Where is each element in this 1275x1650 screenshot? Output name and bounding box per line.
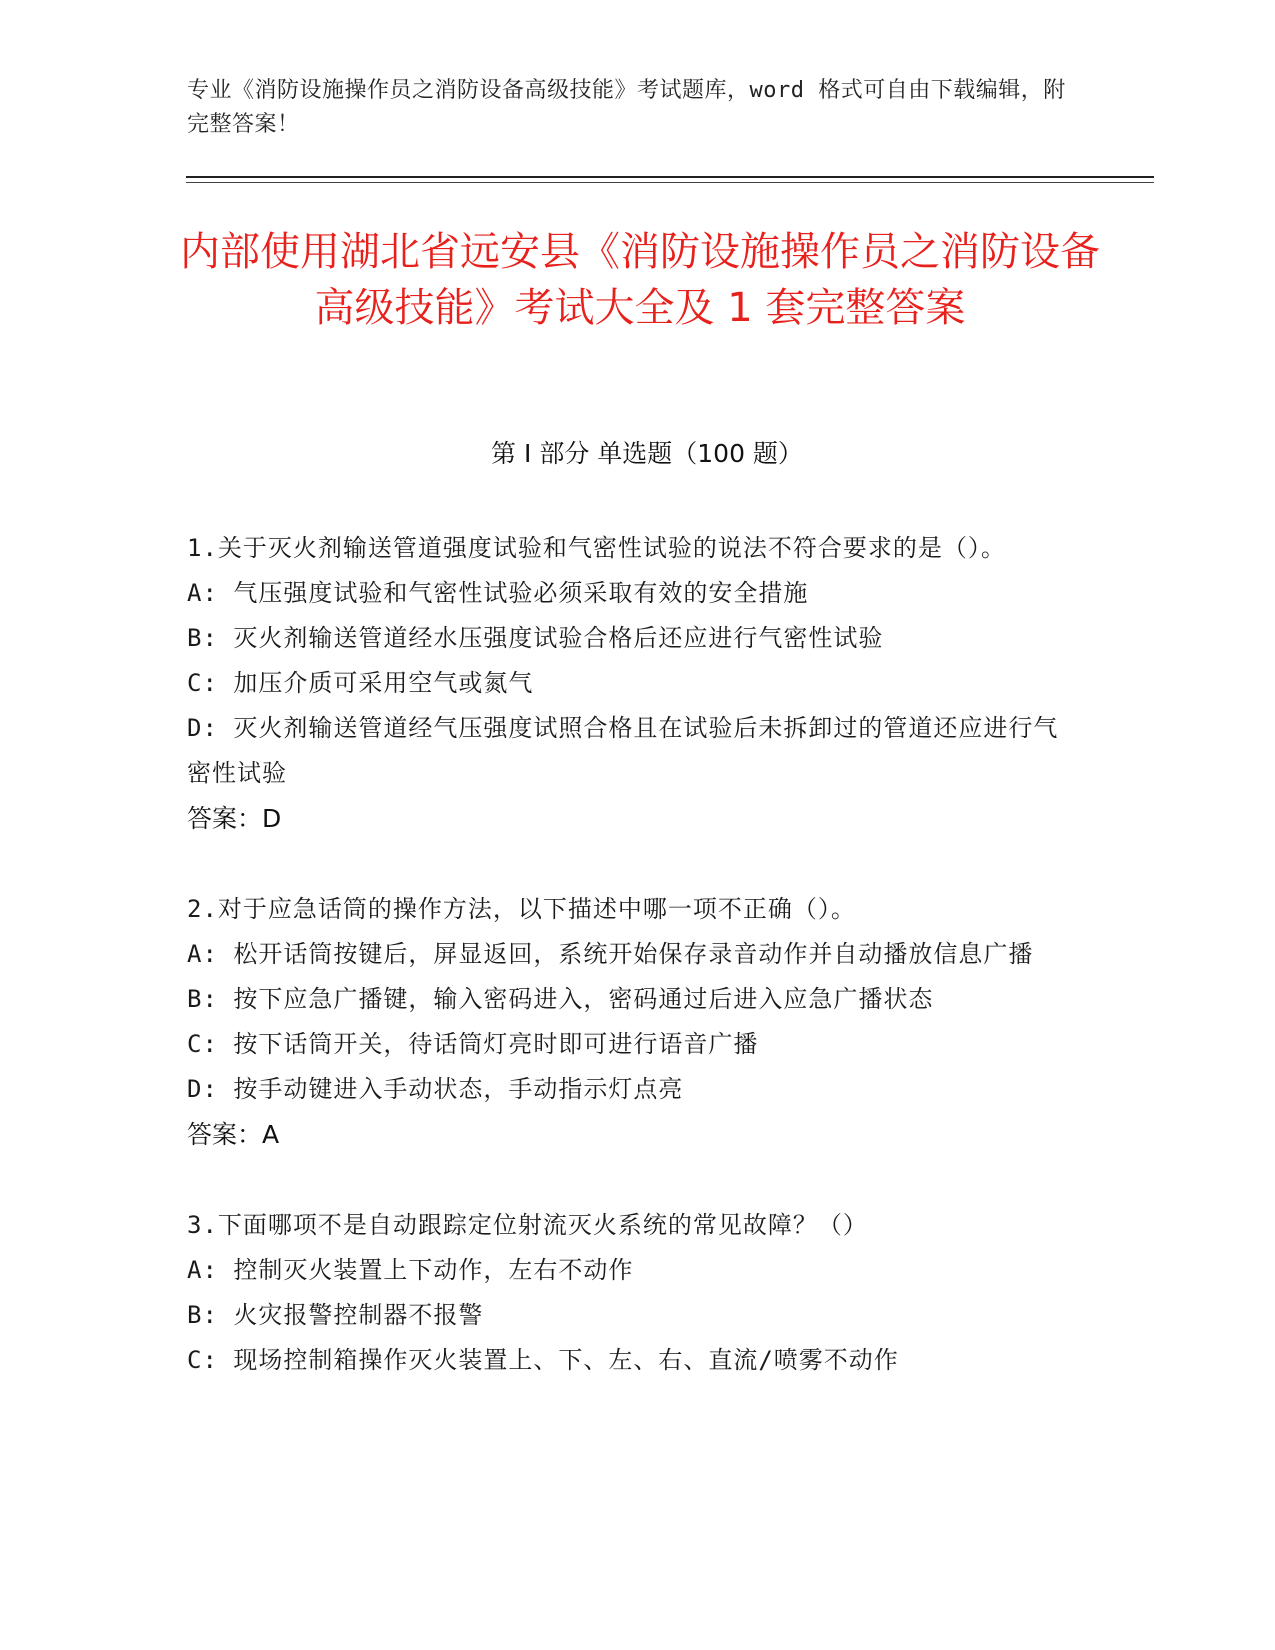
option-c: C: 按下话筒开关，待话筒灯亮时即可进行语音广播 bbox=[187, 1030, 759, 1058]
option-a: A: 控制灭火装置上下动作，左右不动作 bbox=[187, 1256, 634, 1284]
option-a: A: 气压强度试验和气密性试验必须采取有效的安全措施 bbox=[187, 579, 809, 607]
question-text: 1.关于灭火剂输送管道强度试验和气密性试验的说法不符合要求的是（）。 bbox=[187, 534, 1006, 562]
question-2 bbox=[187, 887, 1067, 1157]
section-title: 第 I 部分 单选题（100 题） bbox=[491, 439, 803, 468]
option-b: B: 火灾报警控制器不报警 bbox=[187, 1301, 484, 1329]
question-text: 2.对于应急话筒的操作方法，以下描述中哪一项不正确（）。 bbox=[187, 895, 856, 923]
question-list bbox=[187, 526, 1067, 1429]
answer: 答案：D bbox=[187, 804, 282, 833]
header-note: 专业《消防设施操作员之消防设备高级技能》考试题库，word 格式可自由下载编辑，附完整答案！ bbox=[187, 78, 1066, 137]
option-d: D: 按手动键进入手动状态，手动指示灯点亮 bbox=[187, 1075, 684, 1103]
option-c: C: 现场控制箱操作灭火装置上、下、左、右、直流/喷雾不动作 bbox=[187, 1346, 899, 1374]
header-divider-thick bbox=[186, 176, 1154, 178]
answer: 答案：A bbox=[187, 1120, 280, 1149]
question-text: 3.下面哪项不是自动跟踪定位射流灭火系统的常见故障？（） bbox=[187, 1211, 868, 1239]
document-title: 内部使用湖北省远安县《消防设施操作员之消防设备高级技能》考试大全及 1 套完整答案 bbox=[180, 229, 1100, 331]
option-b: B: 灭火剂输送管道经水压强度试验合格后还应进行气密性试验 bbox=[187, 624, 884, 652]
option-b: B: 按下应急广播键，输入密码进入，密码通过后进入应急广播状态 bbox=[187, 985, 934, 1013]
option-c: C: 加压介质可采用空气或氮气 bbox=[187, 669, 534, 697]
question-1 bbox=[187, 526, 1067, 841]
question-3 bbox=[187, 1203, 1067, 1383]
option-a: A: 松开话筒按键后，屏显返回，系统开始保存录音动作并自动播放信息广播 bbox=[187, 940, 1034, 968]
header-divider-thin bbox=[186, 182, 1154, 183]
option-d: D: 灭火剂输送管道经气压强度试照合格且在试验后未拆卸过的管道还应进行气密性试验 bbox=[187, 714, 1059, 787]
